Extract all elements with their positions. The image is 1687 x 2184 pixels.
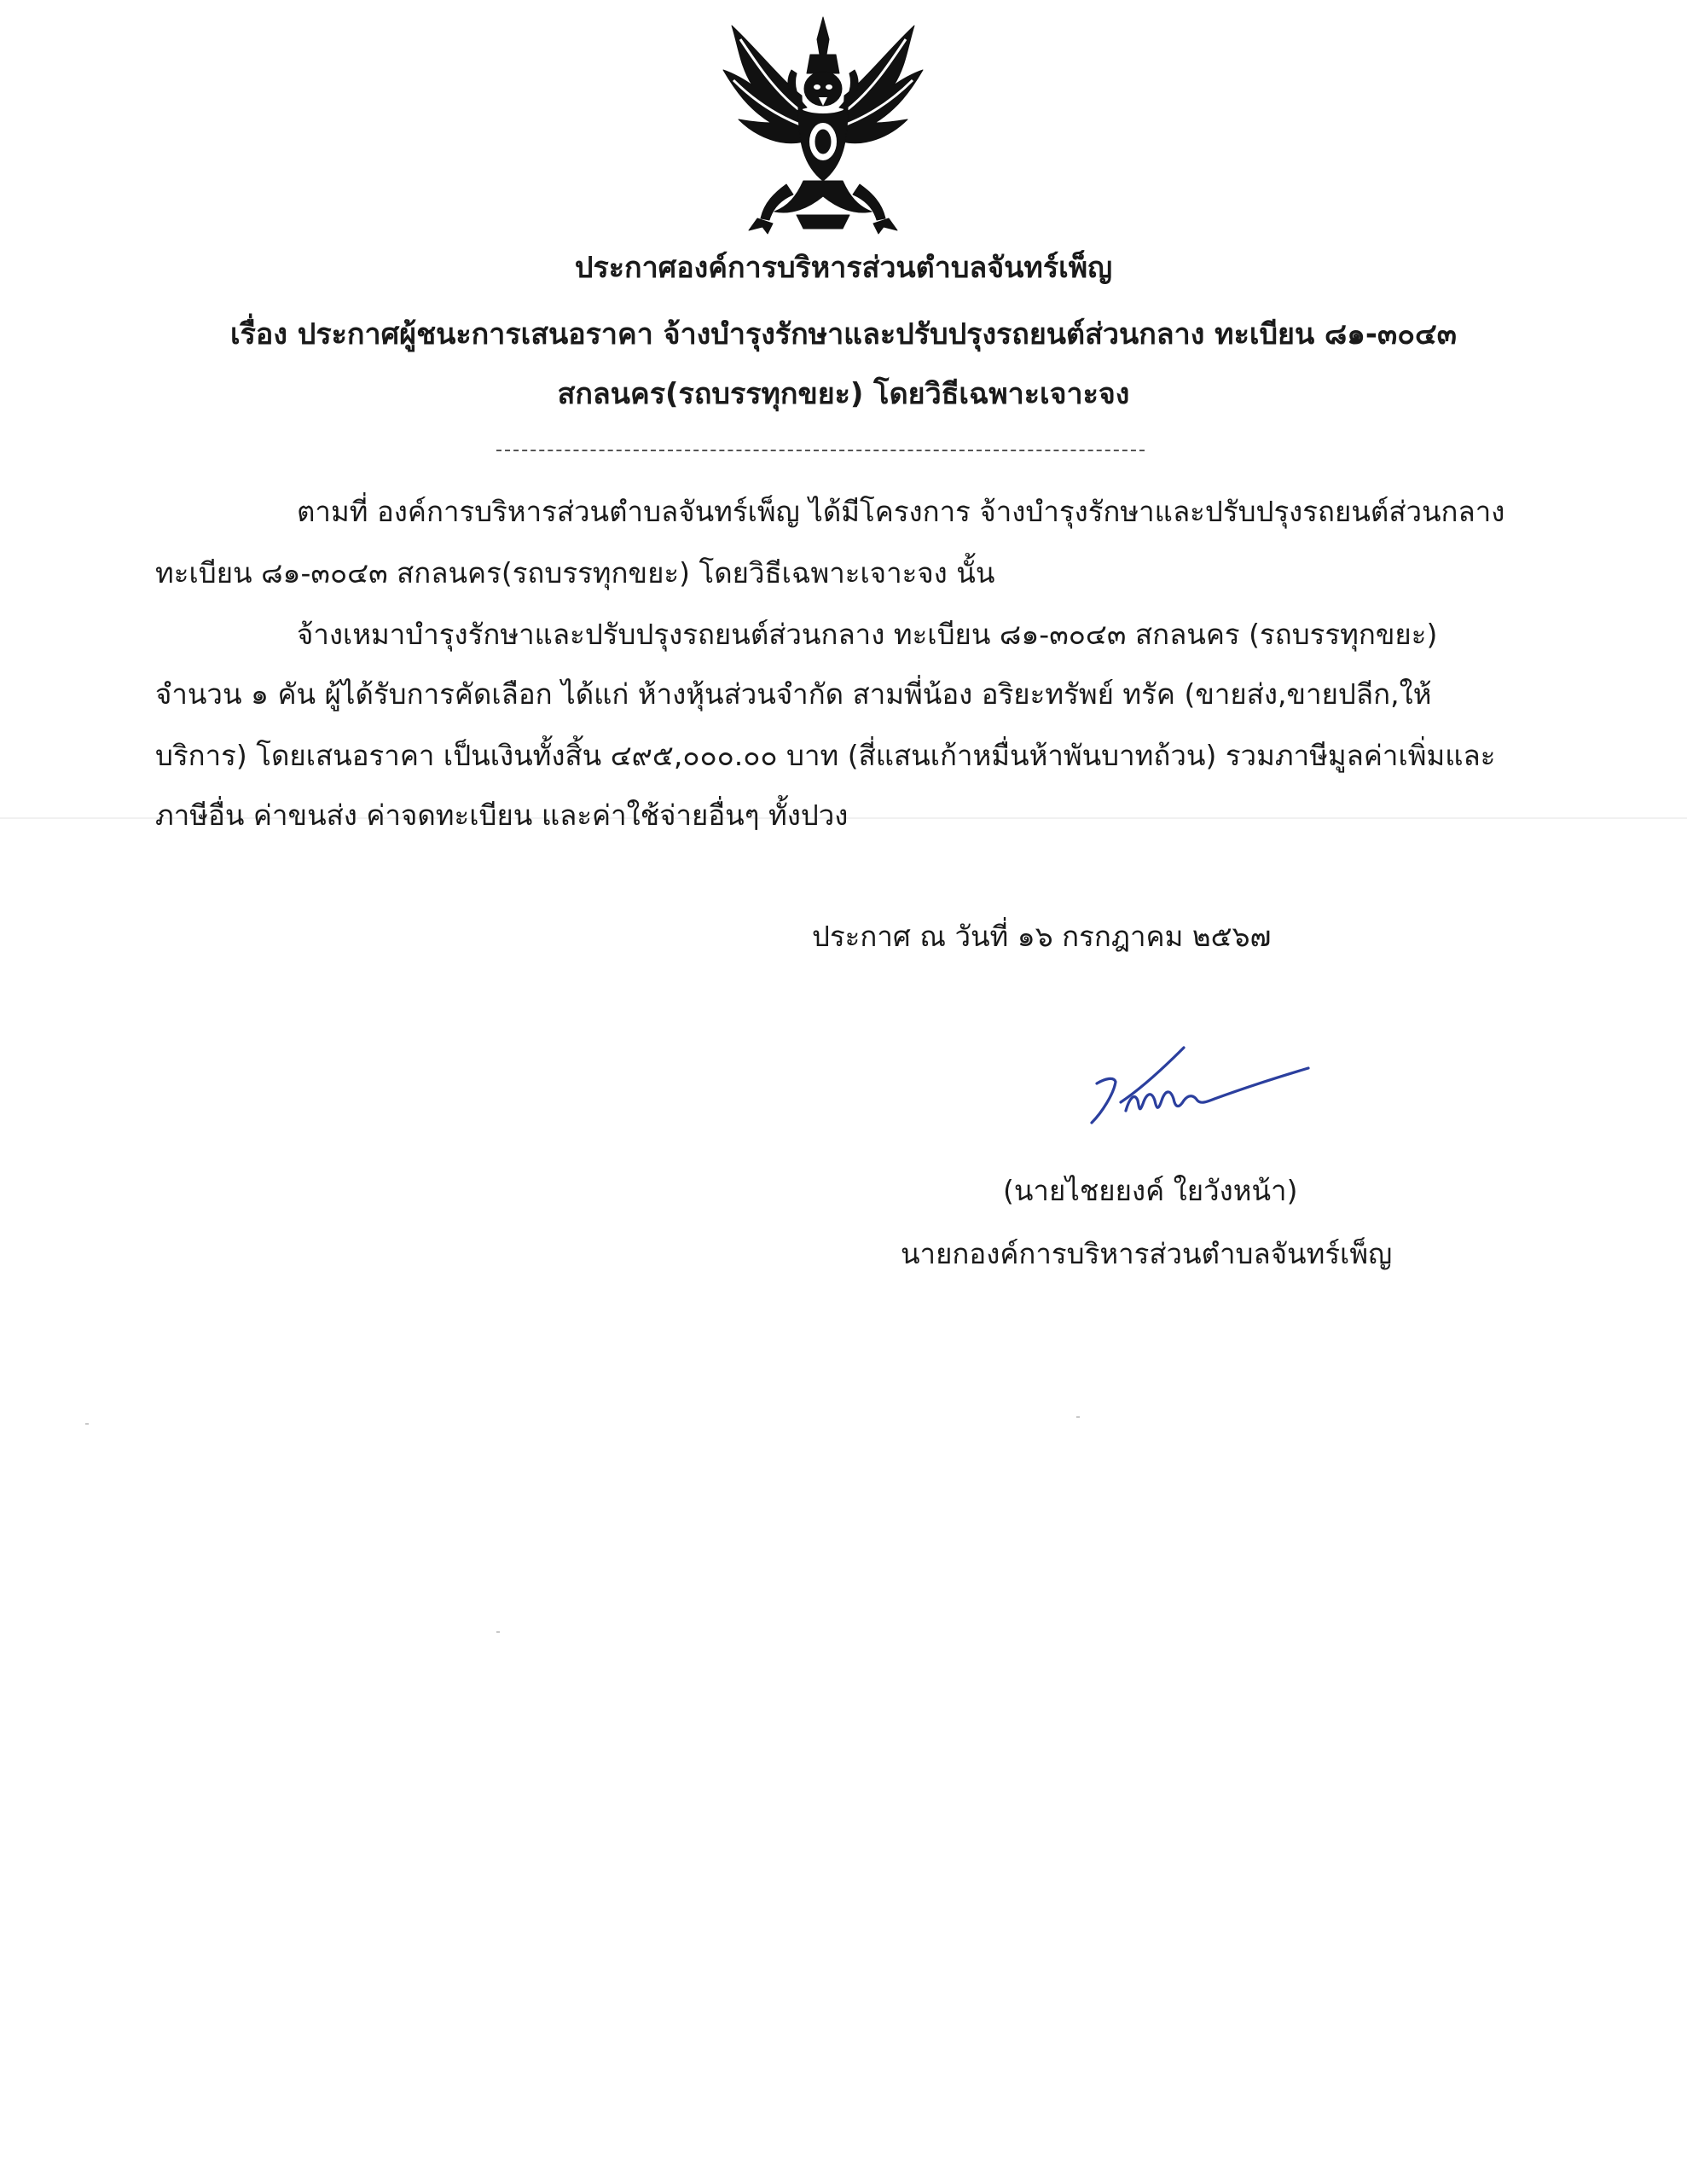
- scan-speck: [496, 1631, 500, 1633]
- paragraph-2-line-4: ภาษีอื่น ค่าขนส่ง ค่าจดทะเบียน และค่าใช้จ่ายอื่นๆ ทั้งปวง: [155, 799, 849, 832]
- separator-rule: [496, 450, 1145, 451]
- paragraph-2-line-2: จำนวน ๑ คัน ผู้ได้รับการคัดเลือก ได้แก่ ห้างหุ้นส่วนจำกัด สามพี่น้อง อริยะทรัพย์ ทรัค (ขายส่ง,ขายปลีก,ให้: [155, 677, 1432, 711]
- announcement-date: ประกาศ ณ วันที่ ๑๖ กรกฎาคม ๒๕๖๗: [812, 920, 1272, 953]
- paragraph-1-line-2: ทะเบียน ๘๑-๓๐๔๓ สกลนคร(รถบรรทุกขยะ) โดยวิธีเฉพาะเจาะจง นั้น: [155, 556, 995, 590]
- paragraph-2-line-1: จ้างเหมาบำรุงรักษาและปรับปรุงรถยนต์ส่วนกลาง ทะเบียน ๘๑-๓๐๔๓ สกลนคร (รถบรรทุกขยะ): [297, 618, 1438, 651]
- paragraph-2-line-3: บริการ) โดยเสนอราคา เป็นเงินทั้งสิ้น ๔๙๕,๐๐๐.๐๐ บาท (สี่แสนเก้าหมื่นห้าพันบาทถ้วน) รวมภาษีมูลค่าเพิ่มและ: [155, 739, 1496, 772]
- signatory-title: นายกองค์การบริหารส่วนตำบลจันทร์เพ็ญ: [901, 1237, 1393, 1270]
- subject-line-2: สกลนคร(รถบรรทุกขยะ) โดยวิธีเฉพาะเจาะจง: [557, 377, 1130, 411]
- garuda-emblem-icon: [715, 14, 931, 237]
- subject-line-1: เรื่อง ประกาศผู้ชนะการเสนอราคา จ้างบำรุงรักษาและปรับปรุงรถยนต์ส่วนกลาง ทะเบียน ๘๑-๓๐๔๓: [230, 317, 1457, 351]
- scan-speck: [85, 1423, 89, 1425]
- announcement-title: ประกาศองค์การบริหารส่วนตำบลจันทร์เพ็ญ: [574, 251, 1113, 285]
- paragraph-1-line-1: ตามที่ องค์การบริหารส่วนตำบลจันทร์เพ็ญ ได้มีโครงการ จ้างบำรุงรักษาและปรับปรุงรถยนต์ส่วนกลาง: [297, 495, 1505, 528]
- handwritten-signature: [1066, 1032, 1330, 1135]
- scan-speck: [1076, 1416, 1080, 1418]
- signatory-name: (นายไชยยงค์ ใยวังหน้า): [1003, 1174, 1298, 1207]
